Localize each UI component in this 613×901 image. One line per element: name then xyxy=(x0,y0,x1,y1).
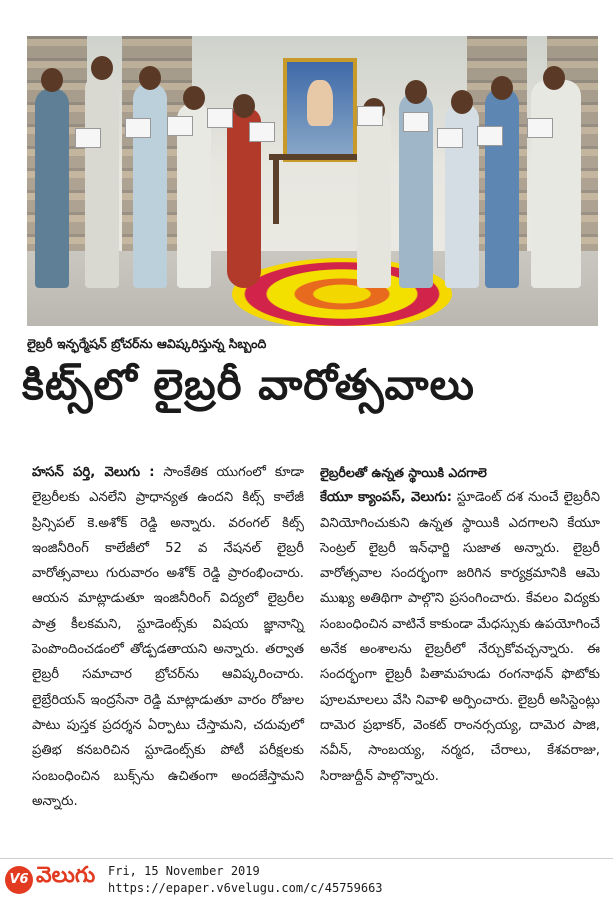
brochure xyxy=(437,128,463,148)
person-head xyxy=(491,76,513,100)
person-head xyxy=(41,68,63,92)
brochure xyxy=(75,128,101,148)
right-body: స్టూడెంట్ దశ నుంచే లైబ్రరీని వినియోగించుకుని ఉన్నత స్థాయికి ఎదగాలని కేయూ సెంట్రల్ లైబ్రరీ ఇన్‌ఛార్జి సుజాత అన్నారు. లైబ్రరీ వారోత్సవాల సందర్భంగా జరిగిన కార్యక్రమానికి ఆమె ముఖ్య అతిథిగా పాల్గొని ప్రసంగించారు. కేవలం విద్యకు సంబంధించిన వాటినే కాకుండా మేధస్సుకు ఉపయోగించే అనేక అంశాలను లైబ్రరీలో నేర్చుకోవచ్చన్నారు. ఈ సందర్భంగా లైబ్రరీ పితామహుడు రంగనాథన్ ఫొటోకు పూలమాలలు వేసి నివాళి అర్పించారు. లైబ్రరీ అసిస్టెంట్లు దామెర ప్రభాకర్, వెంకట్ రాంనర్సయ్య, దామెర పాజి, నవీన్, సాంబయ్య, నర్మద, చేరాలు, కేశవరాజు, సిరాజుద్దీన్ పాల్గొన్నారు. xyxy=(320,490,600,784)
logo-text: వెలుగు xyxy=(36,863,96,888)
person xyxy=(133,83,167,288)
person-head xyxy=(91,56,113,80)
person xyxy=(85,73,119,288)
person xyxy=(531,80,581,288)
brochure xyxy=(207,108,233,128)
person-head xyxy=(233,94,255,118)
person-head xyxy=(139,66,161,90)
right-dateline: కేయూ క్యాంపస్, వెలుగు: xyxy=(320,490,452,506)
table-leg xyxy=(273,160,279,224)
brochure xyxy=(167,116,193,136)
logo-mark: V6 xyxy=(5,866,33,894)
person-head xyxy=(183,86,205,110)
person xyxy=(357,113,391,288)
right-sub-heading: లైబ్రరీలతో ఉన్నత స్థాయికి ఎదగాలె xyxy=(320,465,487,480)
footer-divider xyxy=(0,858,613,859)
news-photo xyxy=(27,36,598,326)
person xyxy=(35,88,69,288)
left-body: సాంకేతిక యుగంలో కూడా లైబ్రరీలకు ఎనలేని ప్రాధాన్యత ఉందని కిట్స్ కాలేజీ ప్రిన్సిపల్ కె.అశోక్ రెడ్డి అన్నారు. వరంగల్ కిట్స్ ఇంజినీరింగ్ కాలేజీలో 52 వ నేషనల్ లైబ్రరీ వారోత్సవాలు గురువారం అశోక్ రెడ్డి ప్రారంభించారు. ఆయన మాట్లాడుతూ ఇంజినీరింగ్ విద్యలో లైబ్రరీల పాత్ర కీలకమని, స్టూడెంట్స్‌కు విషయ జ్ఞానాన్ని పెంపొందించడంలో తోడ్పడతాయని అన్నారు. తర్వాత లైబ్రరీ సమాచార బ్రోచర్‌ను ఆవిష్కరించారు. లైబ్రేరియన్ ఇంద్రసేనా రెడ్డి మాట్లాడుతూ వారం రోజుల పాటు పుస్తక ప్రదర్శన ఏర్పాటు చేస్తామని, చదువులో ప్రతిభ కనబరిచిన స్టూడెంట్స్‌కు పోటీ పరీక్షలకు సంబంధించిన బుక్స్‌ను ఉచితంగా అందజేస్తామని అన్నారు. xyxy=(32,465,304,809)
brochure xyxy=(477,126,503,146)
person xyxy=(485,88,519,288)
footer-date: Fri, 15 November 2019 xyxy=(108,864,260,878)
brochure xyxy=(125,118,151,138)
person-head xyxy=(543,66,565,90)
left-dateline: హసన్ పర్తి, వెలుగు : xyxy=(32,465,155,480)
brochure xyxy=(249,122,275,142)
v6-velugu-logo xyxy=(3,861,103,897)
brochure xyxy=(527,118,553,138)
left-article xyxy=(32,460,304,814)
right-article xyxy=(320,460,600,789)
brochure xyxy=(403,112,429,132)
footer-url[interactable]: https://epaper.v6velugu.com/c/45759663 xyxy=(108,881,383,895)
headline: కిట్స్‌లో లైబ్రరీ వారోత్సవాలు xyxy=(22,360,475,409)
deity-portrait xyxy=(283,58,357,162)
person-head xyxy=(451,90,473,114)
person-head xyxy=(405,80,427,104)
photo-caption: లైబ్రరీ ఇన్ఫర్మేషన్ బ్రోచర్‌ను ఆవిష్కరిస్తున్న సిబ్బంది xyxy=(27,336,267,351)
brochure xyxy=(357,106,383,126)
